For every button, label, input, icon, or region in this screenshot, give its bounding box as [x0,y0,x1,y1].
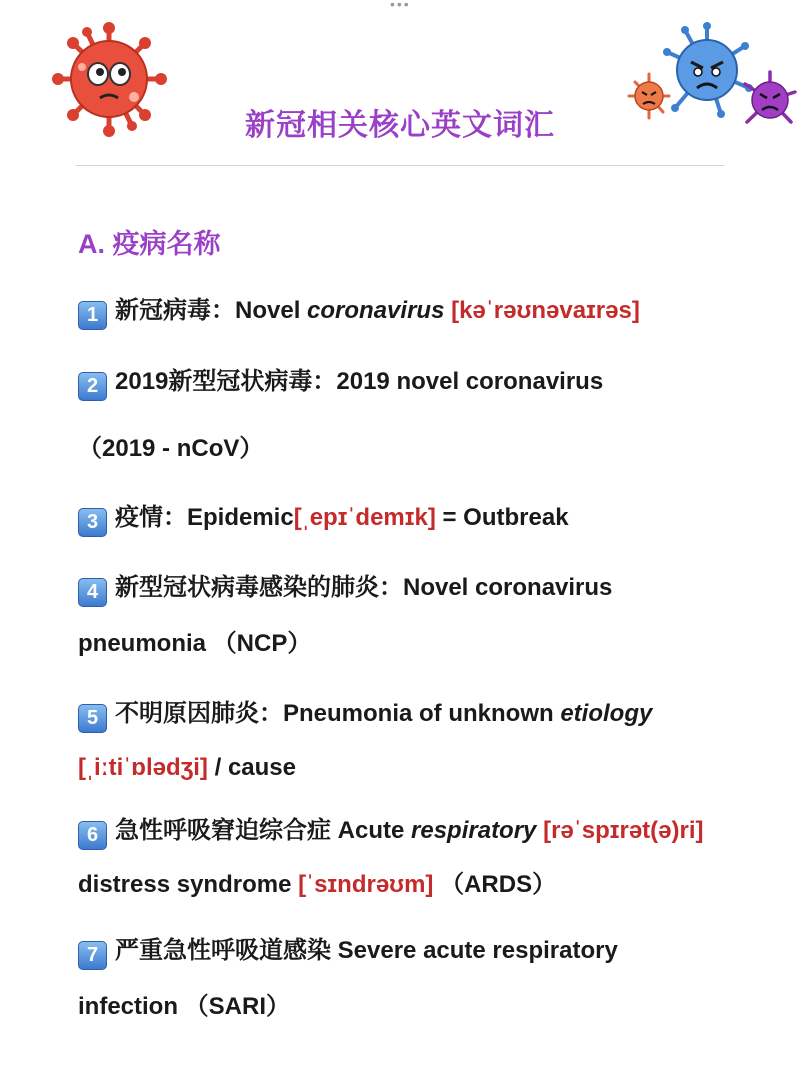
item-3-chinese: 疫情： [115,504,187,531]
item-3-phonetic: [ˌepɪˈdemɪk] [293,504,436,531]
item-6-line-2-text: distress syndrome [78,871,299,898]
item-5-phonetic: [ˌiːtiˈɒlədʒi] [78,754,208,781]
item-2-line-2: （2019 - nCoV） [78,435,264,462]
item-6-line-2 [78,868,556,902]
item-1-english: Novel [235,297,308,324]
item-2-line-1: 2019新型冠状病毒：2019 novel coronavirus [115,368,604,395]
item-1-english-italic: coronavirus [307,297,445,324]
title-divider [76,165,724,166]
vocab-item-1 [78,294,640,330]
number-badge-5-icon: 5 [78,704,107,733]
item-3-english: Epidemic [187,504,294,531]
item-6-phonetic-1: [rəˈspɪrət(ə)ri] [543,817,704,844]
item-6-line-2-tail: （ARDS） [433,871,557,898]
number-badge-7-icon: 7 [78,941,107,970]
item-6-italic: respiratory [411,817,537,844]
more-dots-icon[interactable]: ••• [390,0,411,12]
item-6-line-1: 急性呼吸窘迫综合症 Acute [115,817,412,844]
item-6-phonetic-2: [ˈsɪndrəʊm] [298,871,434,898]
item-5-line-1: 不明原因肺炎：Pneumonia of unknown [115,700,561,727]
number-badge-3-icon: 3 [78,508,107,537]
item-7-line-2: infection （SARI） [78,993,291,1020]
item-5-tail: / cause [207,754,296,781]
vocab-item-5 [78,697,652,733]
vocab-item-6 [78,814,704,850]
item-5-line-2 [78,751,296,785]
number-badge-1-icon: 1 [78,301,107,330]
item-1-chinese: 新冠病毒： [115,297,235,324]
item-4-line-2: pneumonia （NCP） [78,630,312,657]
item-5-italic: etiology [560,700,653,727]
number-badge-4-icon: 4 [78,578,107,607]
number-badge-2-icon: 2 [78,372,107,401]
section-heading: A. 疫病名称 [78,229,221,259]
page-title: 新冠相关核心英文词汇 [245,109,555,142]
vocab-item-7 [78,934,618,970]
number-badge-6-icon: 6 [78,821,107,850]
item-3-tail: = Outbreak [435,504,569,531]
vocab-item-4 [78,571,612,607]
item-7-line-1: 严重急性呼吸道感染 Severe acute respiratory [115,937,618,964]
item-1-phonetic: [kəˈrəʊnəvaɪrəs] [451,297,640,324]
vocab-item-3 [78,501,569,537]
vocab-item-2 [78,365,603,401]
item-4-line-1: 新型冠状病毒感染的肺炎：Novel coronavirus [115,574,613,601]
